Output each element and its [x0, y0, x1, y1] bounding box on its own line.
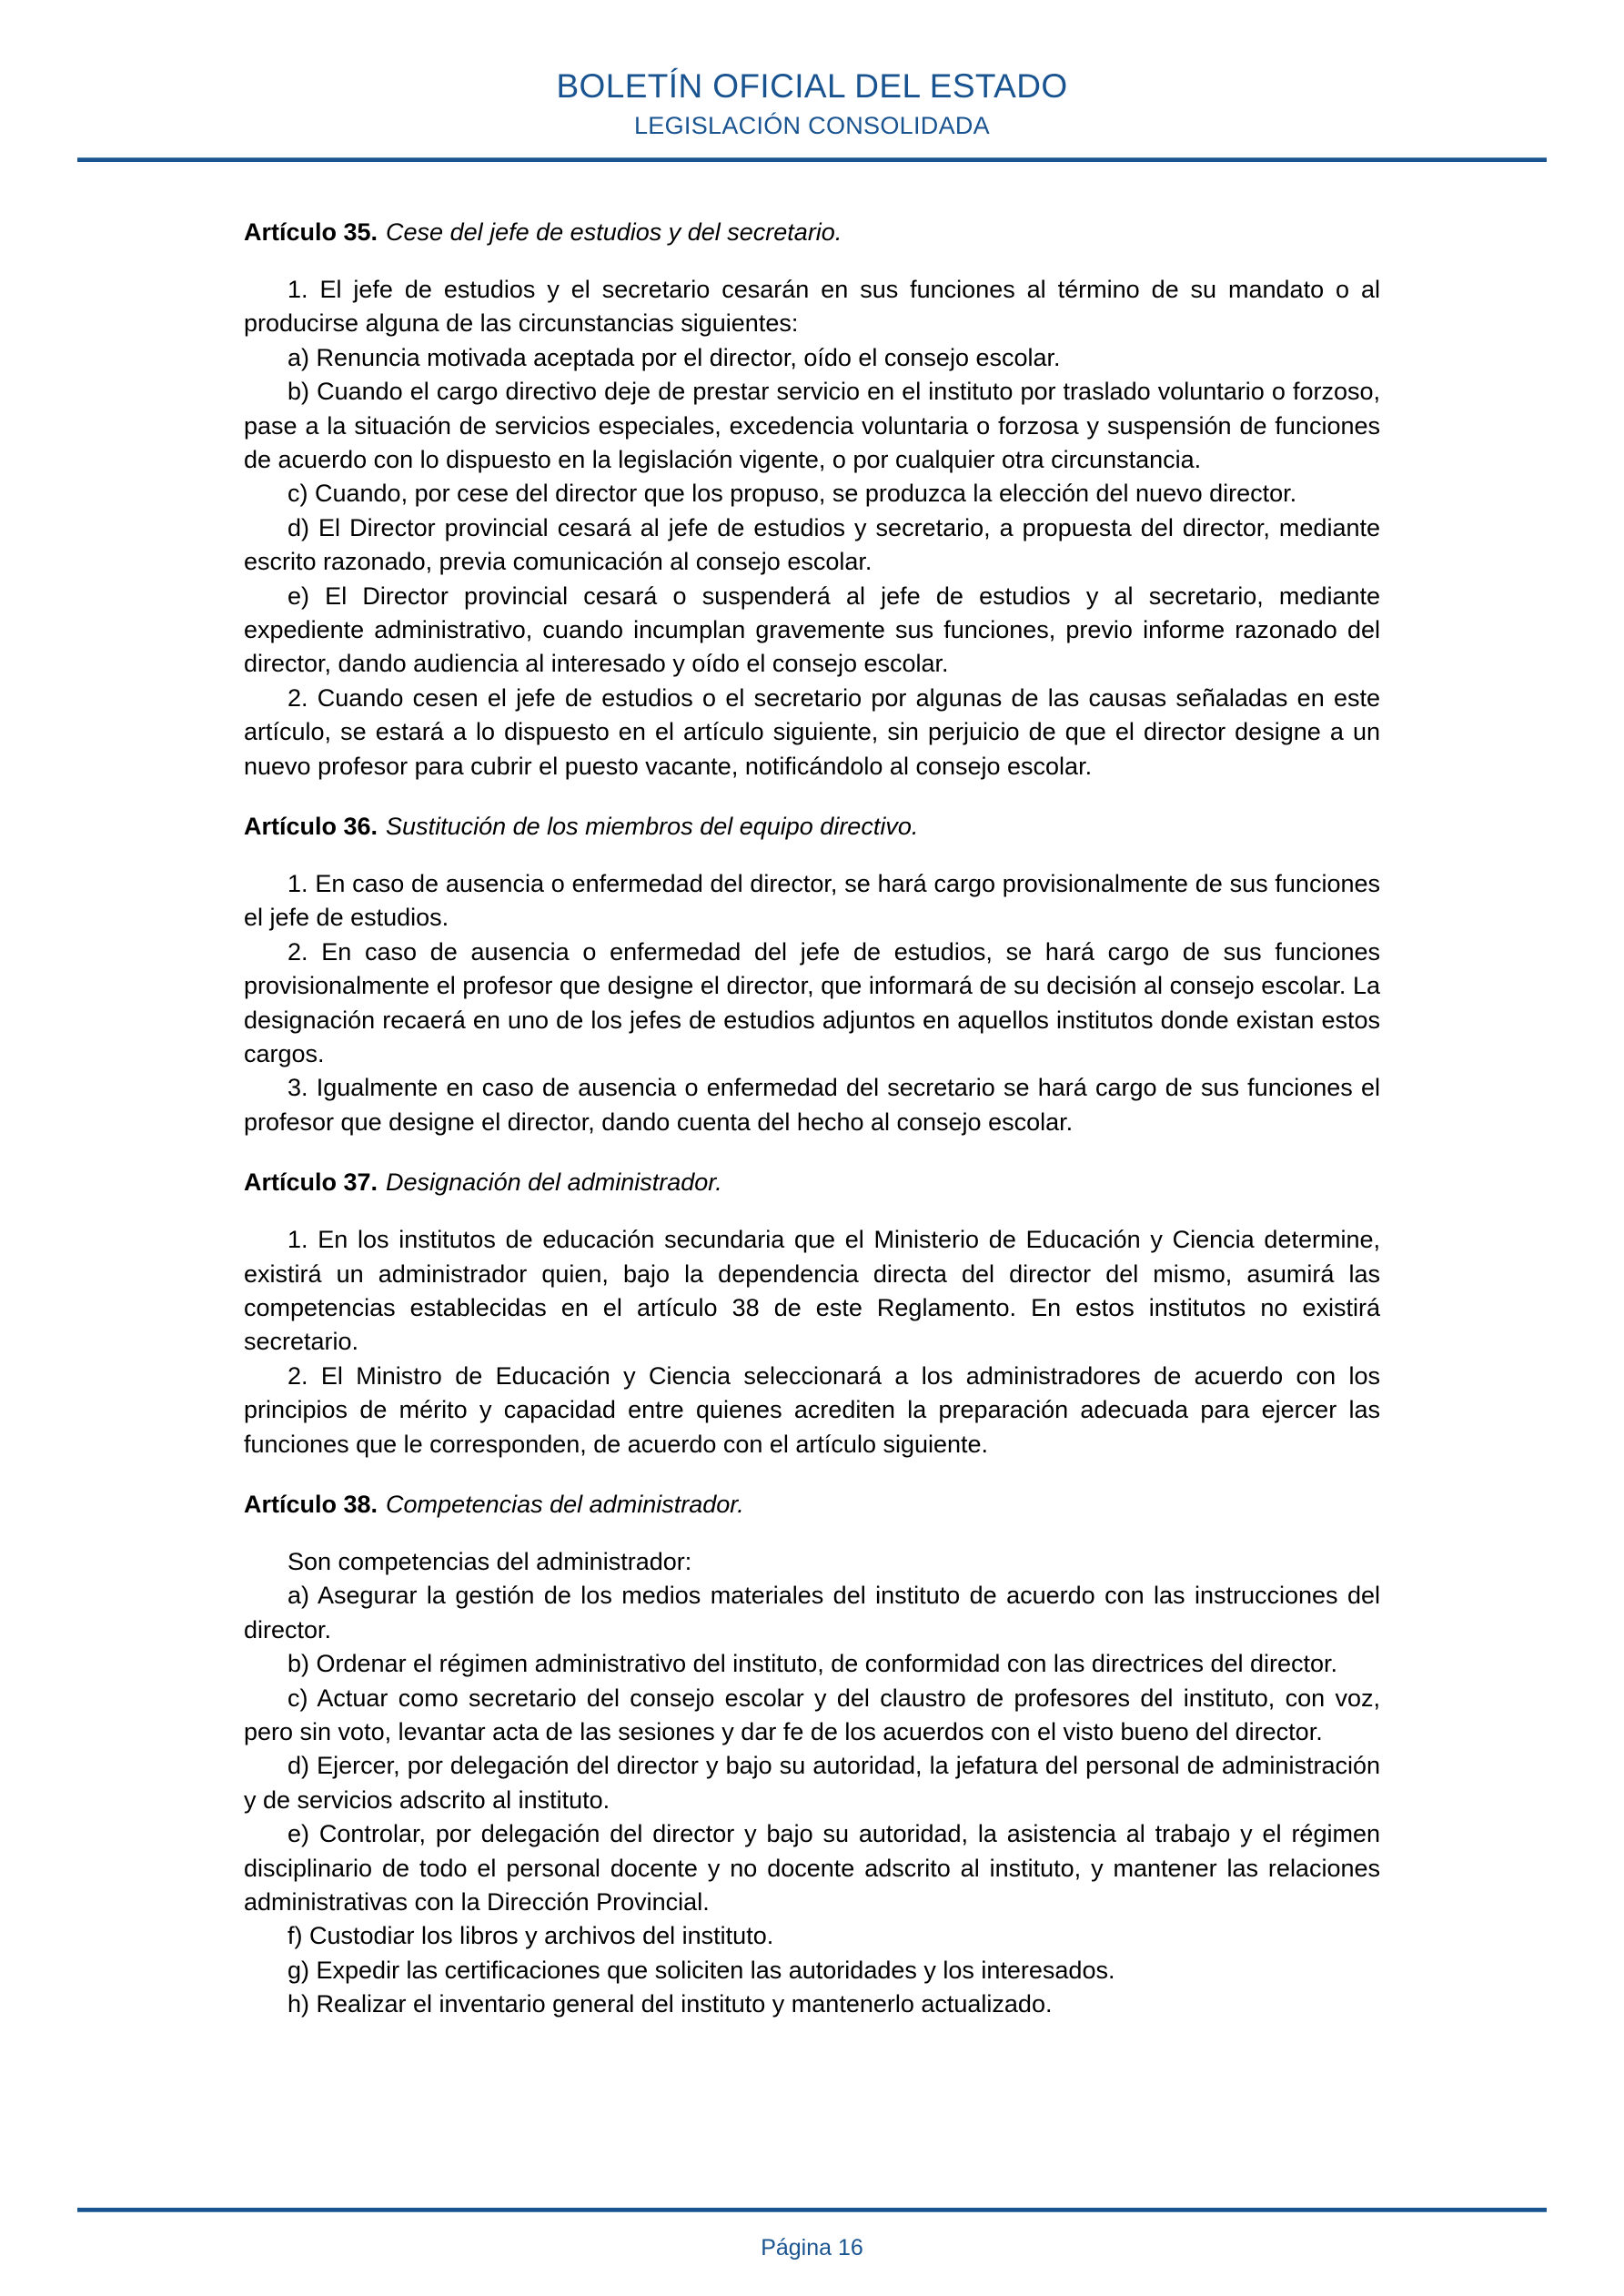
paragraph: b) Ordenar el régimen administrativo del instituto, de conformidad con las directrices del director.	[287, 1650, 1338, 1678]
paragraph: c) Cuando, por cese del director que los propuso, se produzca la elección del nuevo director.	[287, 480, 1297, 508]
publication-subtitle: LEGISLACIÓN CONSOLIDADA	[633, 112, 990, 140]
article-label: Artículo 38.	[244, 1491, 378, 1518]
paragraph: 2. Cuando cesen el jefe de estudios o el secretario por algunas de las causas señaladas en este artículo, se estará a lo dispuesto en el artículo siguiente, sin perjuicio de que el director designe a un nuevo profesor para cubrir el puesto vacante, notificándolo al consejo escolar.	[244, 683, 1380, 780]
paragraph: 2. El Ministro de Educación y Ciencia seleccionará a los administradores de acuerdo con los principios de mérito y capacidad entre quienes acrediten la preparación adecuada para ejercer las funciones que le corresponden, de acuerdo con el artículo siguiente.	[244, 1361, 1380, 1458]
paragraph: 2. En caso de ausencia o enfermedad del jefe de estudios, se hará cargo de sus funciones provisionalmente el profesor que designe el director, que informará de su decisión al consejo escolar. La designación recaerá en uno de los jefes de estudios adjuntos en aquellos institutos donde existan estos cargos.	[244, 937, 1380, 1067]
article-label: Artículo 36.	[244, 812, 378, 840]
page-header	[0, 0, 1624, 140]
paragraph: a) Asegurar la gestión de los medios materiales del instituto de acuerdo con las instrucciones del director.	[244, 1582, 1380, 1644]
article-title: Competencias del administrador.	[386, 1491, 744, 1518]
page-number: Página 16	[761, 2235, 863, 2261]
article-35	[244, 217, 1380, 784]
article-title: Designación del administrador.	[386, 1168, 722, 1197]
paragraph: h) Realizar el inventario general del instituto y mantenerlo actualizado.	[287, 1990, 1053, 2018]
article-heading	[244, 1489, 1380, 1521]
paragraph: a) Renuncia motivada aceptada por el director, oído el consejo escolar.	[287, 343, 1061, 371]
paragraph: c) Actuar como secretario del consejo escolar y del claustro de profesores del instituto, con voz, pero sin voto, levantar acta de las sesiones y dar fe de los acuerdos con el visto bueno del director.	[244, 1684, 1380, 1746]
article-38	[244, 1489, 1380, 2022]
paragraph: f) Custodiar los libros y archivos del instituto.	[287, 1922, 774, 1950]
section-spacer	[244, 1139, 1380, 1167]
paragraph: Son competencias del administrador:	[287, 1548, 692, 1576]
paragraph: g) Expedir las certificaciones que soliciten las autoridades y los interesados.	[287, 1956, 1115, 1984]
article-37	[244, 1167, 1380, 1462]
header-divider	[77, 157, 1547, 162]
paragraph: b) Cuando el cargo directivo deje de prestar servicio en el instituto por traslado voluntario o forzoso, pase a la situación de servicios especiales, excedencia voluntaria o forzosa y suspensión de funciones de acuerdo con lo dispuesto en la legislación vigente, o por cualquier otra circunstancia.	[244, 378, 1380, 474]
article-36	[244, 811, 1380, 1139]
article-label: Artículo 37.	[244, 1168, 378, 1197]
paragraph: 1. En los institutos de educación secundaria que el Ministerio de Educación y Ciencia determine, existirá un administrador quien, bajo la dependencia directa del director del mismo, asumirá las competencias establecidas en el artículo 38 de este Reglamento. En estos institutos no existirá secretario.	[244, 1226, 1380, 1356]
article-heading	[244, 811, 1380, 843]
article-label: Artículo 35.	[244, 218, 378, 246]
paragraph: e) Controlar, por delegación del director y bajo su autoridad, la asistencia al trabajo y el régimen disciplinario de todo el personal docente y no docente adscrito al instituto, y mantener las relaciones administrativas con la Dirección Provincial.	[244, 1820, 1380, 1916]
section-spacer	[244, 1462, 1380, 1489]
publication-title: BOLETÍN OFICIAL DEL ESTADO	[556, 67, 1068, 105]
paragraph: 1. En caso de ausencia o enfermedad del director, se hará cargo provisionalmente de sus funciones el jefe de estudios.	[244, 870, 1380, 932]
paragraph: e) El Director provincial cesará o suspenderá al jefe de estudios y al secretario, mediante expediente administrativo, cuando incumplan gravemente sus funciones, previo informe razonado del director, dando audiencia al interesado y oído el consejo escolar.	[244, 582, 1380, 678]
article-heading	[244, 1167, 1380, 1199]
paragraph: 3. Igualmente en caso de ausencia o enfermedad del secretario se hará cargo de sus funciones el profesor que designe el director, dando cuenta del hecho al consejo escolar.	[244, 1074, 1380, 1136]
article-title: Sustitución de los miembros del equipo directivo.	[386, 812, 919, 840]
footer-divider	[77, 2208, 1547, 2212]
document-body	[244, 217, 1380, 2022]
paragraph: d) Ejercer, por delegación del director y bajo su autoridad, la jefatura del personal de administración y de servicios adscrito al instituto.	[244, 1752, 1380, 1814]
article-heading	[244, 217, 1380, 248]
paragraph: 1. El jefe de estudios y el secretario cesarán en sus funciones al término de su mandato o al producirse alguna de las circunstancias siguientes:	[244, 276, 1380, 338]
article-title: Cese del jefe de estudios y del secretario.	[386, 218, 842, 246]
section-spacer	[244, 784, 1380, 811]
paragraph: d) El Director provincial cesará al jefe de estudios y secretario, a propuesta del director, mediante escrito razonado, previa comunicación al consejo escolar.	[244, 513, 1380, 576]
